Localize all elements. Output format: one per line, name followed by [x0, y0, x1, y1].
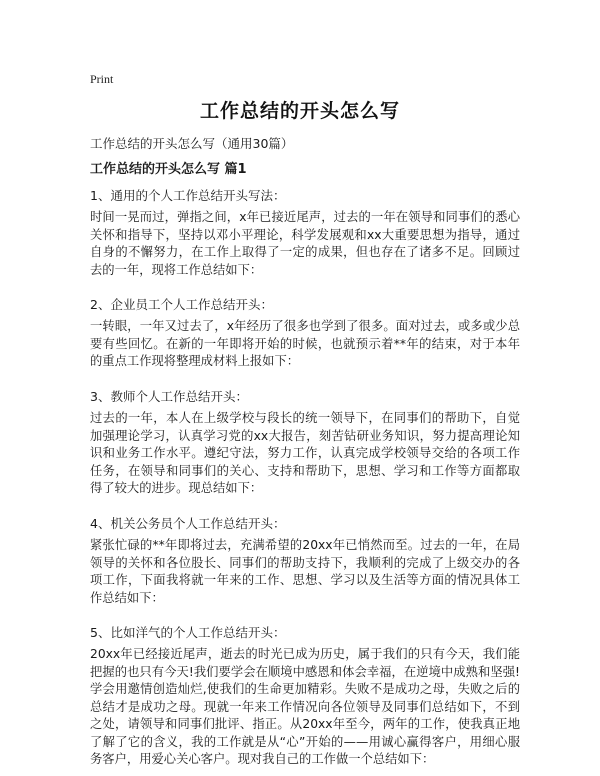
- print-link[interactable]: Print: [90, 72, 114, 86]
- article-heading: 工作总结的开头怎么写 篇1: [90, 162, 247, 177]
- section-heading: 4、机关公务员个人工作总结开头：: [90, 516, 286, 531]
- section-paragraph: 20xx年已经接近尾声，逝去的时光已成为历史，属于我们的只有今天，我们能把握的也只有今天!我们要学会在顺境中感恩和体会幸福，在逆境中成熟和坚强!学会用邀情创造灿烂,使我们的生命更加精彩。失败不是成功之母，失败之后的总结才是成功之母。现就一年来工作情况向各位领导及同事们总结如下，不到之处，请领导和同事们批评、指正。从20xx年至今，两年的工作，使我真正地了解了它的含义，我的工作就是从“心”开始的——用诚心赢得客户，用细心服务客户，用爱心关心客户。现对我自己的工作做一个总结如下：: [90, 647, 520, 766]
- section-heading: 5、比如洋气的个人工作总结开头：: [90, 625, 286, 640]
- section-paragraph: 过去的一年，本人在上级学校与段长的统一领导下，在同事们的帮助下，自觉加强理论学习，认真学习党的xx大报告，刻苦钻研业务知识，努力提高理论知识和业务工作水平。遵纪守法，努力工作，认真完成学校领导交给的各项工作任务，在领导和同事们的关心、支持和帮助下，思想、学习和工作等方面都取得了较大的进步。现总结如下：: [90, 411, 520, 495]
- document-subtitle: 工作总结的开头怎么写（通用30篇）: [90, 136, 294, 151]
- section-paragraph: 紧张忙碌的**年即将过去，充满希望的20xx年已悄然而至。过去的一年，在局领导的关怀和各位股长、同事们的帮助支持下，我顺利的完成了上级交办的各项工作，下面我将就一年来的工作、思想、学习以及生活等方面的情况具体工作总结如下：: [90, 538, 520, 605]
- section-heading: 2、企业员工个人工作总结开头：: [90, 297, 273, 312]
- section-paragraph: 一转眼，一年又过去了，x年经历了很多也学到了很多。面对过去，或多或少总要有些回忆。在新的一年即将开始的时候，也就预示着**年的结束，对于本年的重点工作现将整理成材料上报如下：: [90, 319, 520, 368]
- section-heading: 1、通用的个人工作总结开头写法：: [90, 188, 286, 203]
- document-title: 工作总结的开头怎么写: [199, 100, 400, 122]
- section-paragraph: 时间一晃而过，弹指之间，x年已接近尾声，过去的一年在领导和同事们的悉心关怀和指导下，坚持以邓小平理论，科学发展观和xx大重要思想为指导，通过自身的不懈努力，在工作上取得了一定的成果，但也存在了诸多不足。回顾过去的一年，现将工作总结如下：: [90, 210, 520, 277]
- section-heading: 3、教师个人工作总结开头：: [90, 389, 248, 404]
